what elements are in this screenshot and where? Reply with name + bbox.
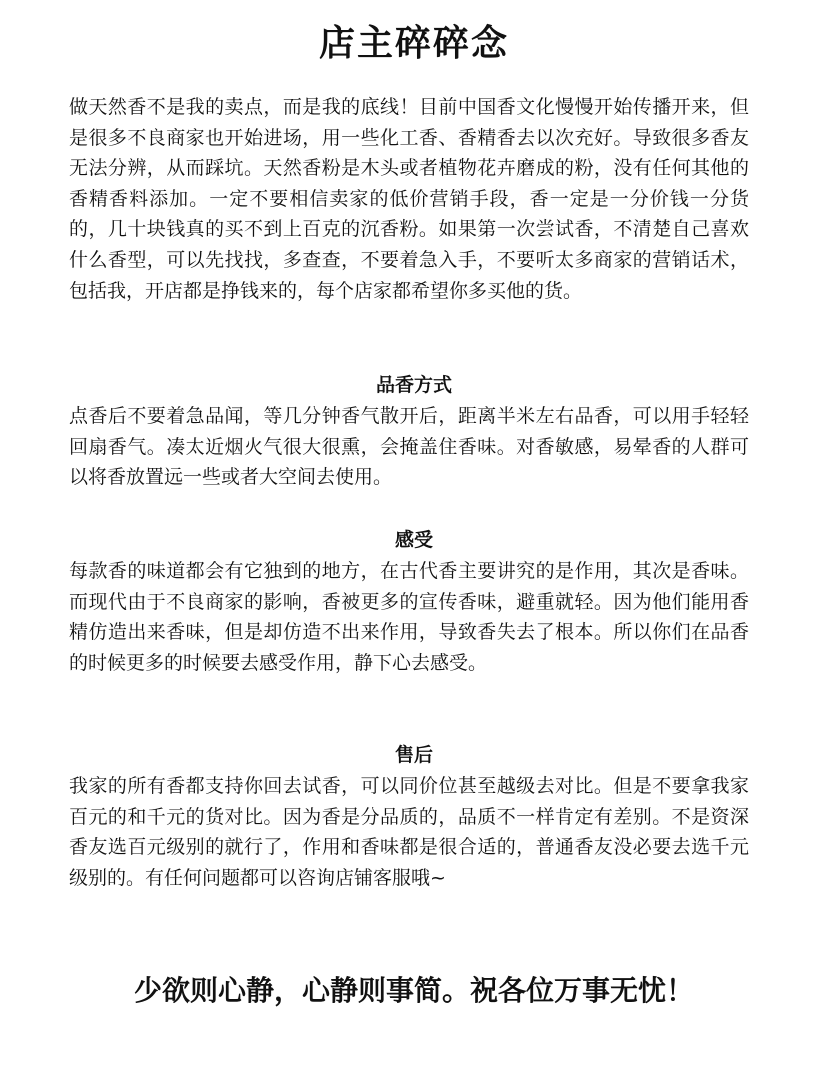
section-text-incense-method: 点香后不要着急品闻，等几分钟香气散开后，距离半米左右品香，可以用手轻轻回扇香气。凑太近烟火气很大很熏，会掩盖住香味。对香敏感，易晕香的人群可以将香放置远一些或者大空间去使用。	[69, 405, 749, 489]
section-heading-feeling: 感受	[394, 529, 433, 551]
section-text-after-sales: 我家的所有香都支持你回去试香，可以同价位甚至越级去对比。但是不要拿我家百元的和千元的货对比。因为香是分品质的，品质不一样肯定有差别。不是资深香友选百元级别的就行了，作用和香味都是很合适的，普通香友没必要去选千元级别的。有任何问题都可以咨询店铺客服哦~	[69, 775, 749, 889]
page-title: 店主碎碎念	[318, 23, 509, 64]
section-heading-incense-method: 品香方式	[375, 374, 452, 396]
intro-paragraph: 做天然香不是我的卖点，而是我的底线！目前中国香文化慢慢开始传播开来，但是很多不良商家也开始进场，用一些化工香、香精香去以次充好。导致很多香友无法分辨，从而踩坑。天然香粉是木头或者植物花卉磨成的粉，没有任何其他的香精香料添加。一定不要相信卖家的低价营销手段，香一定是一分价钱一分货的，几十块钱真的买不到上百克的沉香粉。如果第一次尝试香，不清楚自己喜欢什么香型，可以先找找，多查查，不要着急入手，不要听太多商家的营销话术，包括我，开店都是挣钱来的，每个店家都希望你多买他的货。	[69, 96, 749, 302]
closing-motto: 少欲则心静，心静则事简。祝各位万事无忧！	[133, 974, 694, 1007]
section-heading-after-sales: 售后	[394, 744, 433, 766]
section-text-feeling: 每款香的味道都会有它独到的地方，在古代香主要讲究的是作用，其次是香味。而现代由于不良商家的影响，香被更多的宣传香味，避重就轻。因为他们能用香精仿造出来香味，但是却仿造不出来作用，导致香失去了根本。所以你们在品香的时候更多的时候要去感受作用，静下心去感受。	[69, 560, 749, 674]
